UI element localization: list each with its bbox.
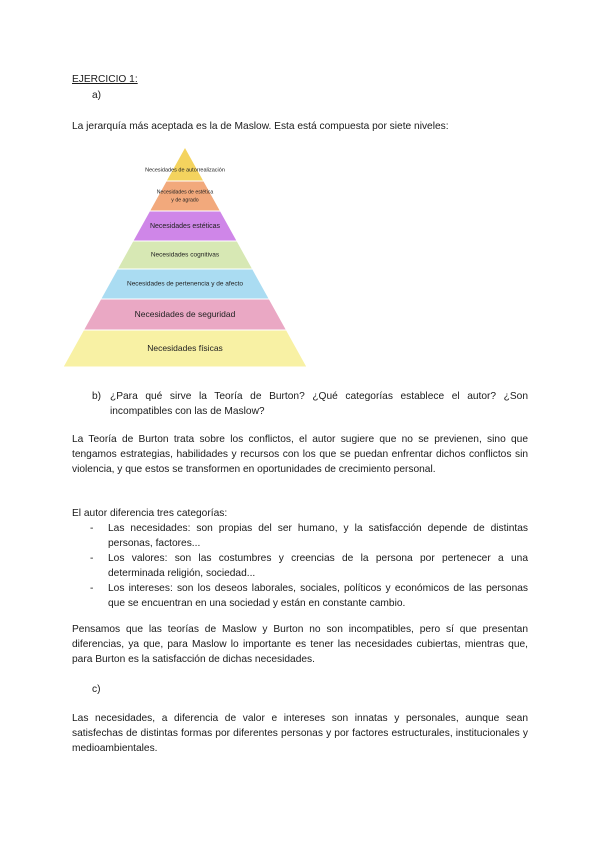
exercise-heading: EJERCICIO 1: — [72, 74, 138, 85]
pyramid-level-label: Necesidades cognitivas — [150, 251, 220, 259]
list-dash: - — [90, 583, 94, 594]
pyramid-level-label: Necesidades de estética — [156, 189, 214, 196]
maslow-pyramid — [60, 145, 310, 370]
categories-intro: El autor diferencia tres categorías: — [72, 508, 228, 519]
pyramid-level-label: Necesidades de autorrealización — [145, 167, 225, 174]
categories-list — [90, 521, 528, 611]
pyramid-levels — [63, 147, 307, 367]
pyramid-level-label: Necesidades físicas — [147, 342, 223, 353]
list-dash: - — [90, 553, 94, 564]
category-text: Los intereses: son los deseos laborales, sociales, políticos y económicos de las personas que se encuentran en una sociedad y están en constante cambio. — [108, 583, 528, 609]
category-text: Las necesidades: son propias del ser humano, y la satisfacción depende de distintas personas, factores... — [108, 523, 528, 549]
part-b-question: ¿Para qué sirve la Teoría de Burton? ¿Qué categorías establece el autor? ¿Son incompatibles con las de Maslow? — [110, 391, 528, 417]
category-text: Los valores: son las costumbres y creencias de la persona por pertenecer a una determinada religión, sociedad... — [108, 553, 528, 579]
list-item — [90, 521, 528, 551]
pyramid-level-label: Necesidades de seguridad — [134, 308, 236, 319]
pyramid-level-label: y de agrado — [171, 197, 199, 204]
part-a-label: a) — [92, 90, 102, 101]
list-item — [90, 581, 528, 611]
pyramid-level-label: Necesidades de pertenencia y de afecto — [127, 280, 243, 288]
burton-paragraph: La Teoría de Burton trata sobre los conflictos, el autor sugiere que no se previenen, sino que tengamos estrategias, habilidades y recursos con los que se puedan enfrentar dichos conflictos sin violencia, y que estos se transformen en oportunidades de crecimiento personal. — [72, 434, 528, 475]
pyramid-level — [150, 181, 221, 211]
list-dash: - — [90, 523, 94, 534]
compatibility-paragraph: Pensamos que las teorías de Maslow y Burton no son incompatibles, pero sí que presentan diferencias, ya que, para Maslow lo importante es tener las necesidades cubiertas, mientras que, para Burton es la satisfacción de dichas necesidades. — [72, 624, 528, 665]
part-c-label: c) — [92, 684, 101, 695]
intro-text: La jerarquía más aceptada es la de Maslow. Esta está compuesta por siete niveles: — [72, 121, 449, 132]
list-item — [90, 551, 528, 581]
final-paragraph: Las necesidades, a diferencia de valor e intereses son innatas y personales, aunque sean satisfechas de distintas formas por diferentes personas y por factores estructurales, institucionales y medioambientales. — [72, 713, 528, 754]
pyramid-level — [166, 147, 204, 181]
part-b-question-block — [92, 389, 528, 419]
pyramid-level-label: Necesidades estéticas — [149, 222, 221, 230]
part-b-label: b) — [92, 391, 102, 402]
